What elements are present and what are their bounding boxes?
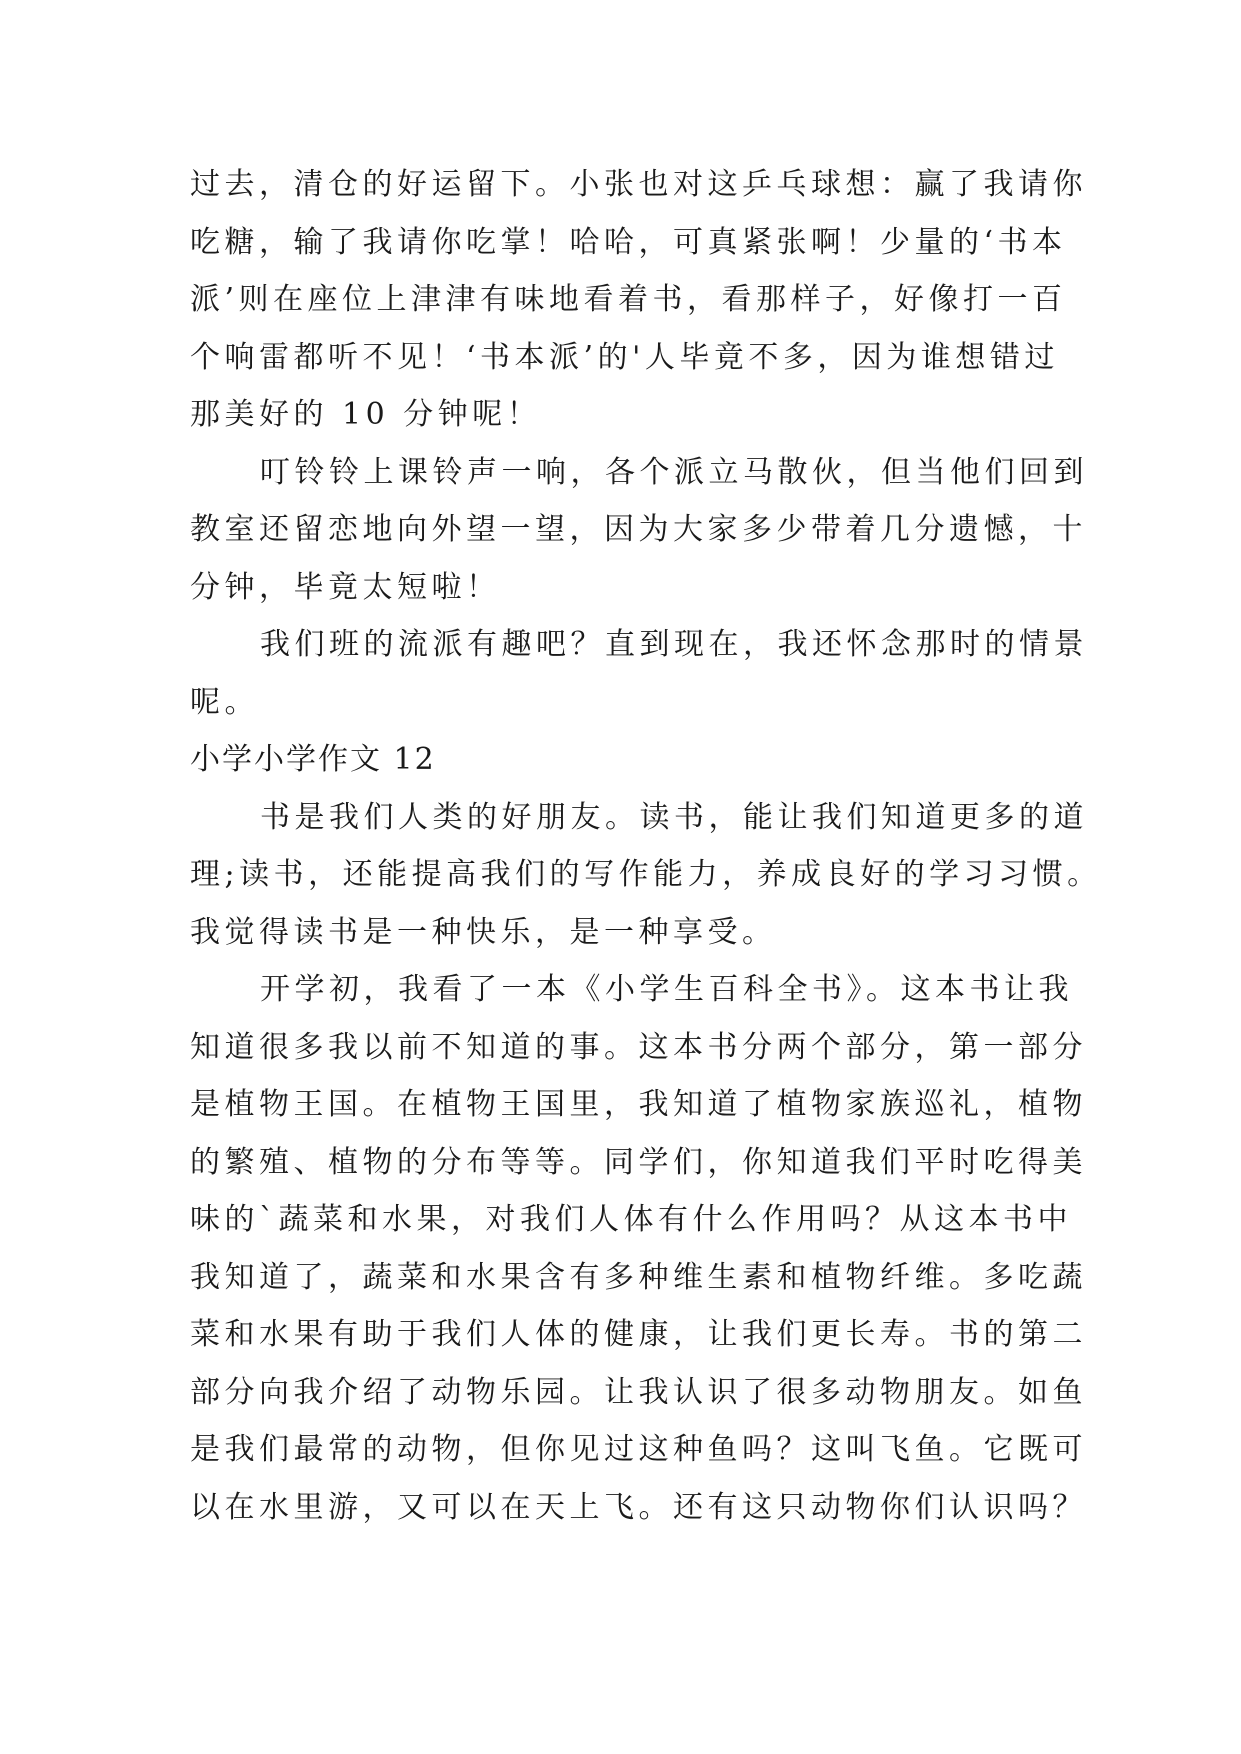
text-line-21: 菜和水果有助于我们人体的健康，让我们更长寿。书的第二 xyxy=(190,1317,1087,1352)
text-line-7: 教室还留恋地向外望一望，因为大家多少带着几分遗憾，十 xyxy=(190,512,1087,547)
text-line-1: 过去，清仓的好运留下。小张也对这乒乓球想：赢了我请你 xyxy=(190,167,1087,202)
text-line-17: 是植物王国。在植物王国里，我知道了植物家族巡礼，植物 xyxy=(190,1087,1087,1122)
text-line-22: 部分向我介绍了动物乐园。让我认识了很多动物朋友。如鱼 xyxy=(190,1374,1087,1410)
text-line-12: 书是我们人类的好朋友。读书，能让我们知道更多的道 xyxy=(260,799,1088,835)
text-line-3: 派’则在座位上津津有味地看着书，看那样子，好像打一百 xyxy=(190,282,1067,317)
text-line-13: 理;读书，还能提高我们的写作能力，养成良好的学习习惯。 xyxy=(190,857,1102,892)
text-line-9: 我们班的流派有趣吧？直到现在，我还怀念那时的情景 xyxy=(260,627,1088,662)
text-line-10: 呢。 xyxy=(190,684,259,720)
section-heading: 小学小学作文 12 xyxy=(190,742,436,777)
text-line-20: 我知道了，蔬菜和水果含有多种维生素和植物纤维。多吃蔬 xyxy=(190,1259,1087,1295)
text-line-16: 知道很多我以前不知道的事。这本书分两个部分，第一部分 xyxy=(190,1029,1087,1065)
text-line-2: 吃糖，输了我请你吃掌！哈哈，可真紧张啊！少量的‘书本 xyxy=(190,224,1067,260)
text-line-23: 是我们最常的动物，但你见过这种鱼吗？这叫飞鱼。它既可 xyxy=(190,1432,1087,1467)
text-line-4: 个响雷都听不见！‘书本派’的'人毕竟不多，因为谁想错过 xyxy=(190,339,1059,375)
text-line-15: 开学初，我看了一本《小学生百科全书》。这本书让我 xyxy=(260,972,1073,1007)
text-line-8: 分钟，毕竟太短啦！ xyxy=(190,569,501,605)
text-line-24: 以在水里游，又可以在天上飞。还有这只动物你们认识吗？ xyxy=(190,1489,1087,1525)
text-line-19: 味的`蔬菜和水果，对我们人体有什么作用吗？从这本书中 xyxy=(190,1202,1072,1237)
text-line-18: 的繁殖、植物的分布等等。同学们，你知道我们平时吃得美 xyxy=(190,1144,1087,1180)
text-line-5: 那美好的 10 分钟呢！ xyxy=(190,397,542,432)
text-line-6: 叮铃铃上课铃声一响，各个派立马散伙，但当他们回到 xyxy=(260,454,1088,490)
document-body xyxy=(190,156,1102,1536)
text-line-14: 我觉得读书是一种快乐，是一种享受。 xyxy=(190,914,777,950)
